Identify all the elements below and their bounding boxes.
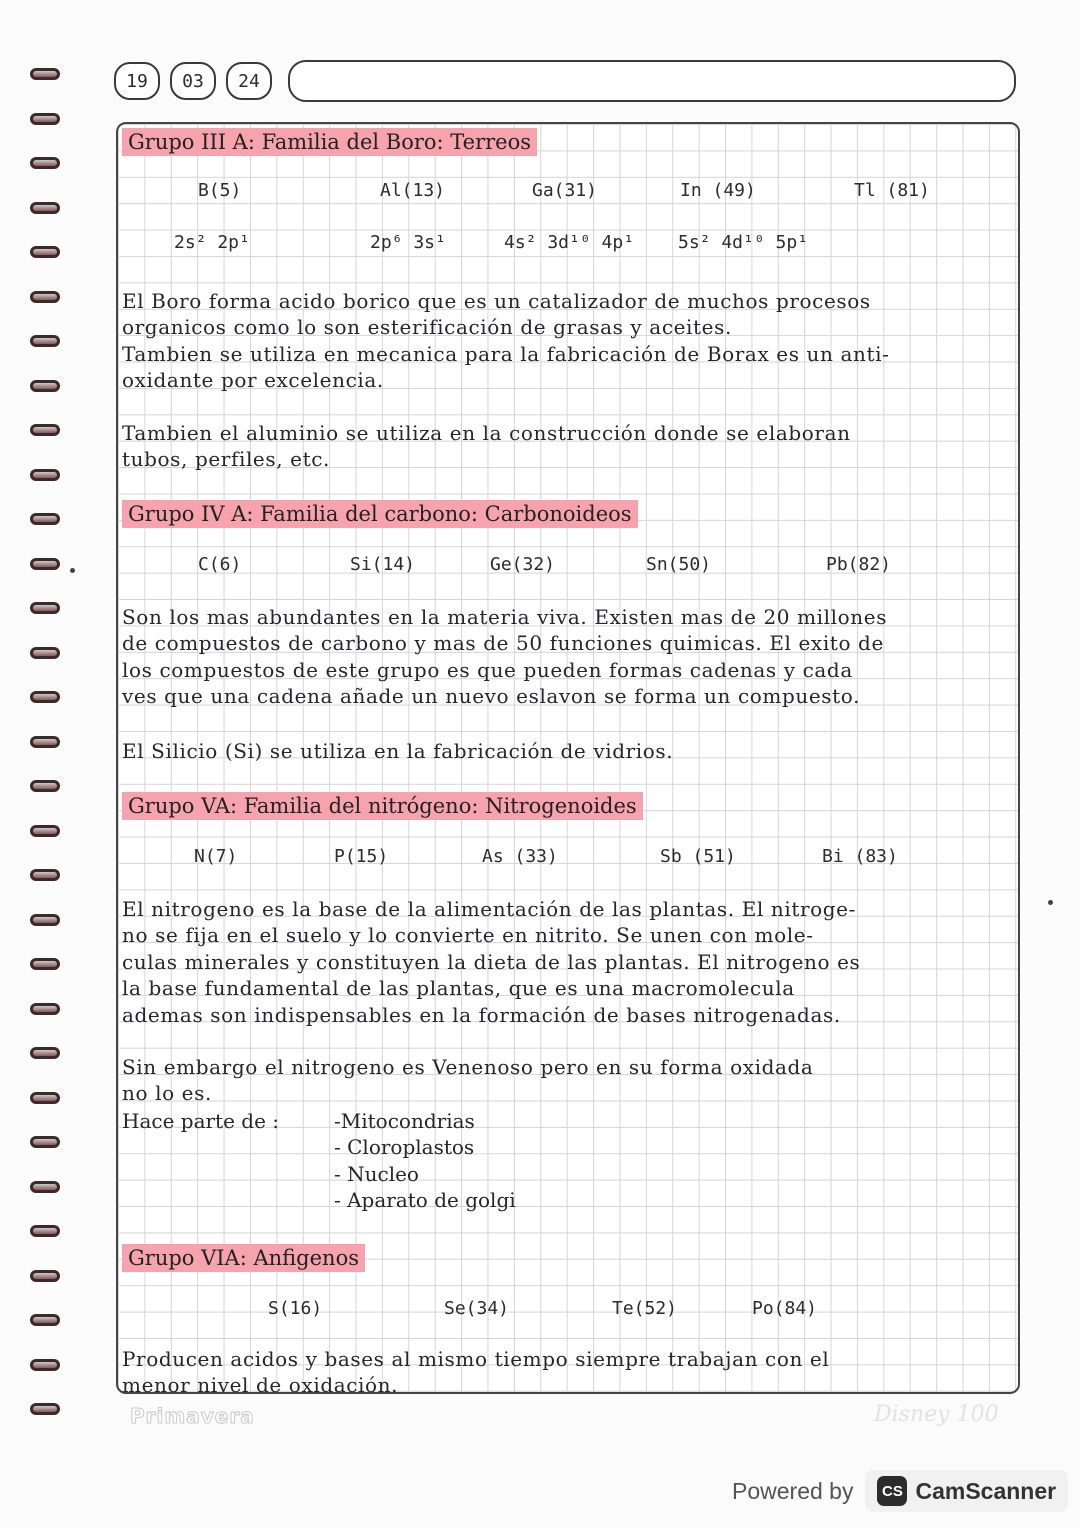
margin-dot	[70, 568, 75, 573]
spiral-ring	[30, 914, 60, 926]
element-pb: Pb(82)	[826, 554, 892, 575]
page-title-box	[288, 60, 1016, 102]
spiral-ring	[30, 1225, 60, 1237]
element-as: As (33)	[482, 846, 558, 867]
spiral-ring	[30, 602, 60, 614]
spiral-ring	[30, 558, 60, 570]
element-row-anfigenos	[118, 1296, 1018, 1324]
paragraph-carbono-1	[122, 604, 1014, 710]
element-al: Al(13)	[380, 180, 446, 201]
notebook-brand-logo: Primavera	[130, 1404, 255, 1428]
element-b: B(5)	[198, 180, 242, 201]
element-in: In (49)	[680, 180, 756, 201]
spiral-ring	[30, 246, 60, 258]
spiral-ring	[30, 113, 60, 125]
spiral-ring	[30, 202, 60, 214]
text-line: Son los mas abundantes en la materia viva. Existen mas de 20 millones	[122, 605, 888, 629]
spiral-ring	[30, 869, 60, 881]
element-tl: Tl (81)	[854, 180, 930, 201]
element-c: C(6)	[198, 554, 242, 575]
config-b: 2s² 2p¹	[174, 232, 250, 253]
date-day: 19	[114, 62, 160, 100]
spiral-ring	[30, 780, 60, 792]
paragraph-boro-1	[122, 288, 1014, 394]
camscanner-name: CamScanner	[915, 1477, 1057, 1504]
text-line: El Boro forma acido borico que es un catalizador de muchos procesos	[122, 289, 871, 313]
spiral-ring	[30, 380, 60, 392]
element-ga: Ga(31)	[532, 180, 598, 201]
spiral-ring	[30, 1270, 60, 1282]
element-se: Se(34)	[444, 1298, 510, 1319]
spiral-ring	[30, 691, 60, 703]
spiral-ring	[30, 736, 60, 748]
spiral-ring	[30, 1047, 60, 1059]
element-te: Te(52)	[612, 1298, 678, 1319]
spiral-ring	[30, 1359, 60, 1371]
spiral-ring	[30, 958, 60, 970]
element-row-nitrogeno	[118, 844, 1018, 872]
camscanner-icon: CS	[877, 1476, 907, 1506]
element-row-carbono	[118, 552, 1018, 580]
list-item: - Cloroplastos	[334, 1135, 475, 1160]
element-p: P(15)	[334, 846, 389, 867]
text-line: Sin embargo el nitrogeno es Venenoso pero en su forma oxidada	[122, 1055, 814, 1079]
text-line: de compuestos de carbono y mas de 50 funciones quimicas. El exito de	[122, 631, 884, 656]
spiral-ring	[30, 469, 60, 481]
list-item: - Nucleo	[334, 1161, 419, 1186]
element-s: S(16)	[268, 1298, 323, 1319]
spiral-binding	[0, 0, 90, 1440]
paragraph-nitrogeno-2	[122, 1054, 1014, 1107]
spiral-ring	[30, 513, 60, 525]
spiral-ring	[30, 1314, 60, 1326]
spiral-ring	[30, 647, 60, 659]
element-ge: Ge(32)	[490, 554, 556, 575]
spiral-ring	[30, 825, 60, 837]
text-line: tubos, perfiles, etc.	[122, 447, 330, 472]
element-sn: Sn(50)	[646, 554, 712, 575]
text-line: Tambien se utiliza en mecanica para la fabricación de Borax es un anti-	[122, 341, 890, 366]
margin-dot	[1048, 900, 1053, 905]
heading-boro: Grupo III A: Familia del Boro: Terreos	[122, 128, 537, 156]
text-line: oxidante por excelencia.	[122, 368, 384, 393]
date-month: 03	[170, 62, 216, 100]
text-line: la base fundamental de las plantas, que es una macromolecula	[122, 976, 795, 1001]
element-po: Po(84)	[752, 1298, 818, 1319]
element-sb: Sb (51)	[660, 846, 736, 867]
spiral-ring	[30, 1181, 60, 1193]
text-line: Producen acidos y bases al mismo tiempo siempre trabajan con el	[122, 1347, 830, 1371]
config-ga: 4s² 3d¹⁰ 4p¹	[504, 232, 635, 253]
powered-by-label: Powered by	[732, 1477, 854, 1504]
text-line: los compuestos de este grupo es que pueden formas cadenas y cada	[122, 657, 853, 682]
text-line: no se fija en el suelo y lo convierte en nitrito. Se unen con mole-	[122, 923, 814, 948]
heading-nitrogeno: Grupo VA: Familia del nitrógeno: Nitrogenoides	[122, 792, 643, 820]
text-line: El nitrogeno es la base de la alimentación de las plantas. El nitroge-	[122, 897, 856, 921]
date-year: 24	[226, 62, 272, 100]
element-n: N(7)	[194, 846, 238, 867]
text-line: menor nivel de oxidación.	[122, 1373, 399, 1394]
heading-anfigenos: Grupo VIA: Anfigenos	[122, 1244, 365, 1272]
element-row-boro	[118, 178, 1018, 206]
camscanner-footer	[732, 1468, 1068, 1514]
list-label: Hace parte de :	[122, 1109, 280, 1133]
config-al: 2p⁶ 3s¹	[370, 232, 446, 253]
heading-carbono: Grupo IV A: Familia del carbono: Carbonoideos	[122, 500, 638, 528]
text-line: no lo es.	[122, 1081, 212, 1106]
element-si: Si(14)	[350, 554, 416, 575]
paragraph-nitrogeno-1	[122, 896, 1014, 1028]
disney-100-logo: Disney 100	[874, 1402, 999, 1427]
text-line: Tambien el aluminio se utiliza en la construcción donde se elaboran	[122, 421, 851, 445]
text-line: ves que una cadena añade un nuevo eslavon se forma un compuesto.	[122, 684, 861, 709]
spiral-ring	[30, 68, 60, 80]
config-row-boro	[118, 230, 1018, 258]
text-line: ademas son indispensables en la formación de bases nitrogenadas.	[122, 1002, 841, 1027]
spiral-ring	[30, 291, 60, 303]
spiral-ring	[30, 1136, 60, 1148]
spiral-ring	[30, 1403, 60, 1415]
spiral-ring	[30, 1003, 60, 1015]
element-bi: Bi (83)	[822, 846, 898, 867]
list-item: -Mitocondrias	[334, 1109, 475, 1133]
camscanner-badge	[865, 1470, 1068, 1512]
spiral-ring	[30, 424, 60, 436]
text-line: culas minerales y constituyen la dieta de las plantas. El nitrogeno es	[122, 949, 861, 974]
spiral-ring	[30, 335, 60, 347]
spiral-ring	[30, 157, 60, 169]
text-line: organicos como lo son esterificación de grasas y aceites.	[122, 315, 732, 340]
paragraph-carbono-2: El Silicio (Si) se utiliza en la fabricación de vidrios.	[122, 739, 674, 763]
paragraph-anfigenos-1	[122, 1346, 1014, 1394]
organelle-list	[122, 1108, 516, 1214]
list-item: - Aparato de golgi	[334, 1188, 516, 1213]
spiral-ring	[30, 1092, 60, 1104]
config-in: 5s² 4d¹⁰ 5p¹	[678, 232, 809, 253]
notebook-page	[116, 122, 1020, 1394]
paragraph-boro-2	[122, 420, 1014, 473]
